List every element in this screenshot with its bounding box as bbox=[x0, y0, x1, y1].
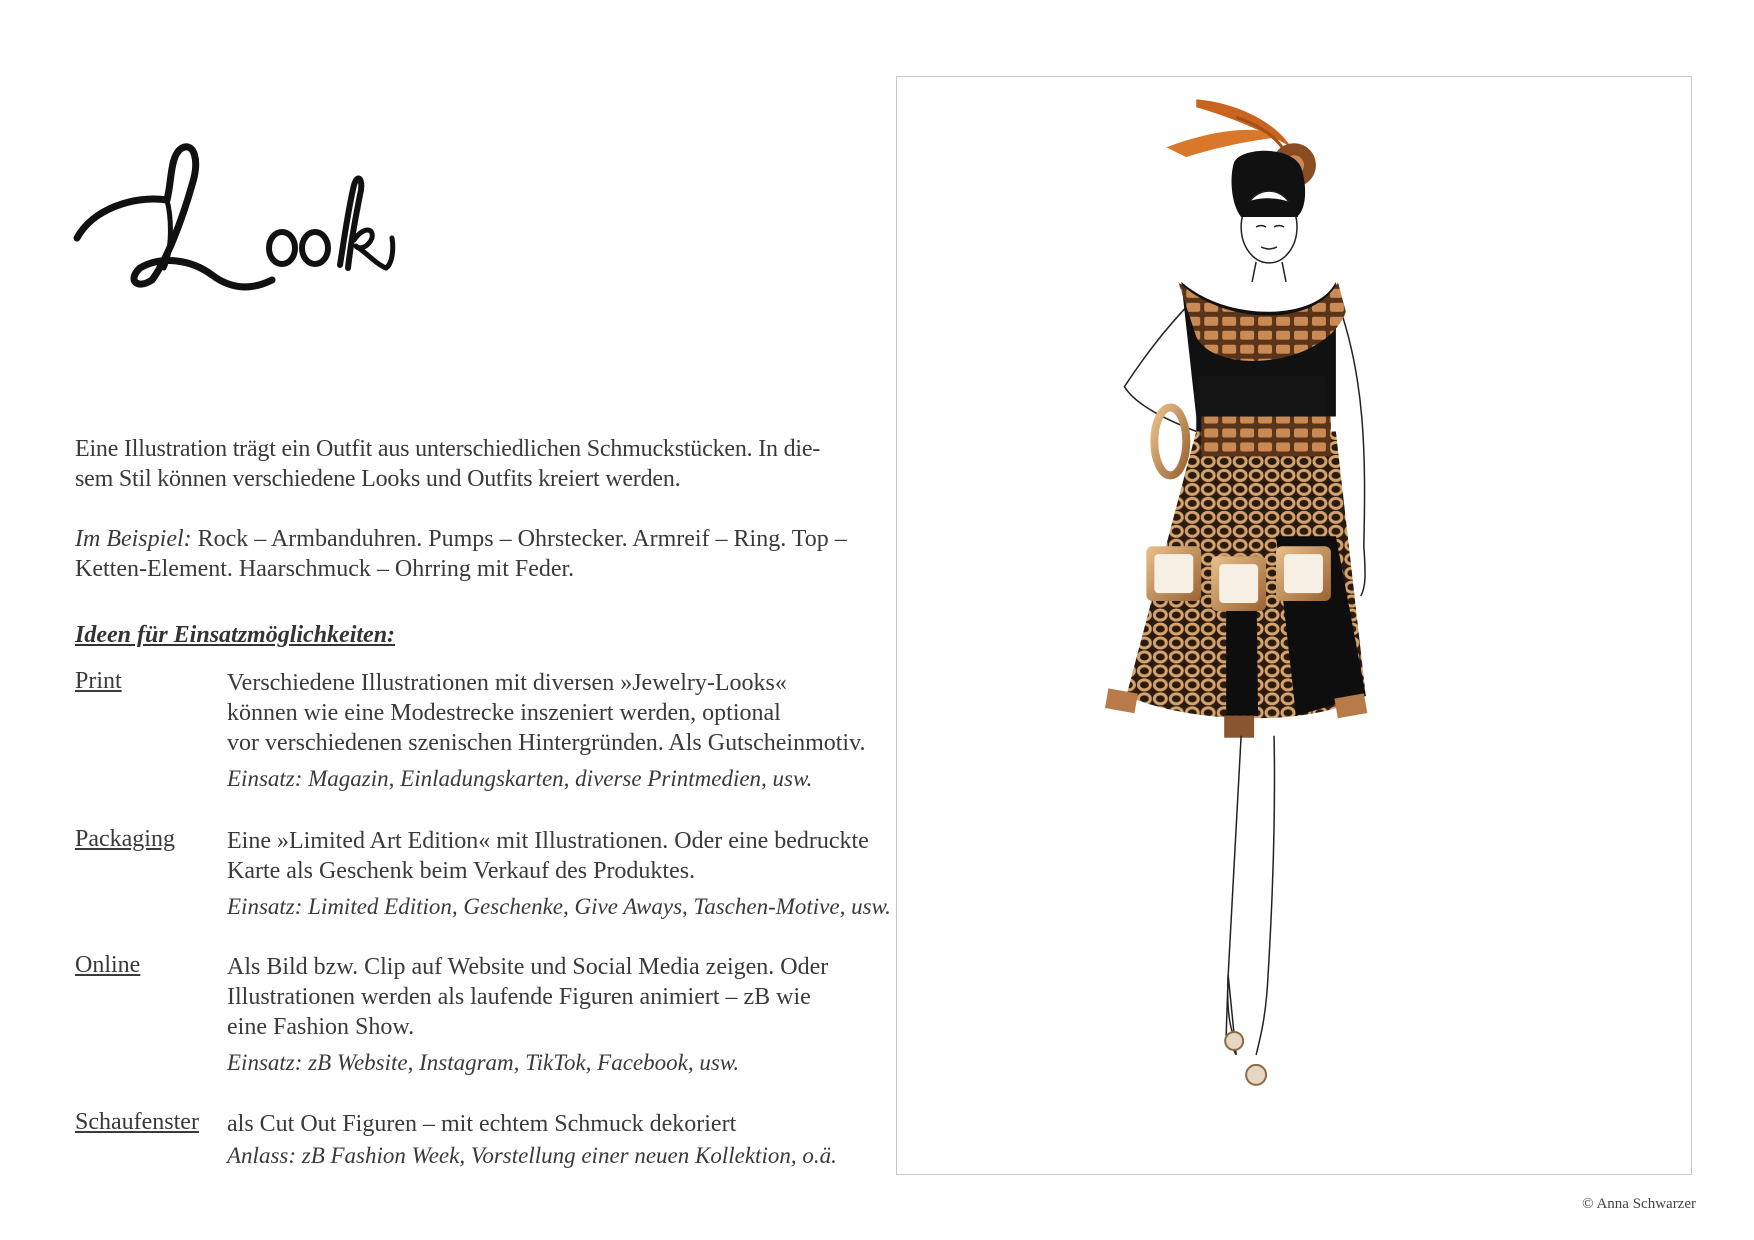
ideas-heading: Ideen für Einsatzmöglichkeiten: bbox=[75, 622, 396, 648]
watch-icon bbox=[1146, 546, 1201, 601]
section-body-online bbox=[227, 952, 927, 1078]
schaufenster-line-1: als Cut Out Figuren – mit echtem Schmuck dekoriert bbox=[227, 1111, 737, 1137]
schaufenster-use: Anlass: zB Fashion Week, Vorstellung einer neuen Kollektion, o.ä. bbox=[227, 1143, 837, 1168]
watch-icon bbox=[1211, 556, 1266, 611]
illustration-frame bbox=[896, 76, 1692, 1175]
look-title-script bbox=[72, 140, 412, 320]
online-line-3: eine Fashion Show. bbox=[227, 1014, 415, 1040]
section-label-schaufenster: Schaufenster bbox=[75, 1109, 199, 1135]
print-line-2: können wie eine Modestrecke inszeniert werden, optional bbox=[227, 700, 781, 726]
packaging-line-2: Karte als Geschenk beim Verkauf des Produktes. bbox=[227, 858, 696, 884]
example-lead: Im Beispiel: bbox=[75, 526, 192, 552]
packaging-line-1: Eine »Limited Art Edition« mit Illustrationen. Oder eine bedruckte bbox=[227, 828, 869, 854]
print-line-3: vor verschiedenen szenischen Hintergründen. Als Gutscheinmotiv. bbox=[227, 730, 866, 756]
print-line-1: Verschiedene Illustrationen mit diversen »Jewelry-Looks« bbox=[227, 670, 787, 696]
section-body-schaufenster bbox=[227, 1109, 927, 1171]
print-use: Einsatz: Magazin, Einladungskarten, diverse Printmedien, usw. bbox=[227, 766, 813, 791]
intro-line-1: Eine Illustration trägt ein Outfit aus unterschiedlichen Schmuckstücken. In die- bbox=[75, 436, 821, 462]
example-line-2: Ketten-Element. Haarschmuck – Ohrring mit Feder. bbox=[75, 556, 575, 582]
earring-stud-icon bbox=[1225, 1032, 1243, 1050]
title-text: Look bbox=[72, 140, 75, 141]
section-body-print bbox=[227, 668, 927, 794]
online-line-2: Illustrationen werden als laufende Figuren animiert – zB wie bbox=[227, 984, 811, 1010]
intro-paragraph bbox=[75, 434, 875, 494]
online-use: Einsatz: zB Website, Instagram, TikTok, Facebook, usw. bbox=[227, 1050, 740, 1075]
example-line-1-rest: Rock – Armbanduhren. Pumps – Ohrstecker. Armreif – Ring. Top – bbox=[191, 526, 847, 552]
online-line-1: Als Bild bzw. Clip auf Website und Social Media zeigen. Oder bbox=[227, 954, 829, 980]
section-label-online: Online bbox=[75, 952, 141, 978]
packaging-use: Einsatz: Limited Edition, Geschenke, Give Aways, Taschen-Motive, usw. bbox=[227, 894, 891, 919]
earring-stud-icon bbox=[1246, 1065, 1266, 1085]
example-line-1 bbox=[75, 524, 895, 554]
skirt bbox=[1105, 417, 1367, 738]
section-body-packaging bbox=[227, 826, 927, 922]
section-label-packaging: Packaging bbox=[75, 826, 175, 852]
example-paragraph bbox=[75, 524, 895, 584]
intro-line-2: sem Stil können verschiedene Looks und Outfits kreiert werden. bbox=[75, 466, 681, 492]
copyright: © Anna Schwarzer bbox=[1582, 1196, 1696, 1212]
figure-head bbox=[1232, 151, 1306, 282]
section-label-print: Print bbox=[75, 668, 122, 694]
watch-icon bbox=[1276, 546, 1331, 601]
jewelry-look-illustration bbox=[897, 77, 1691, 1174]
